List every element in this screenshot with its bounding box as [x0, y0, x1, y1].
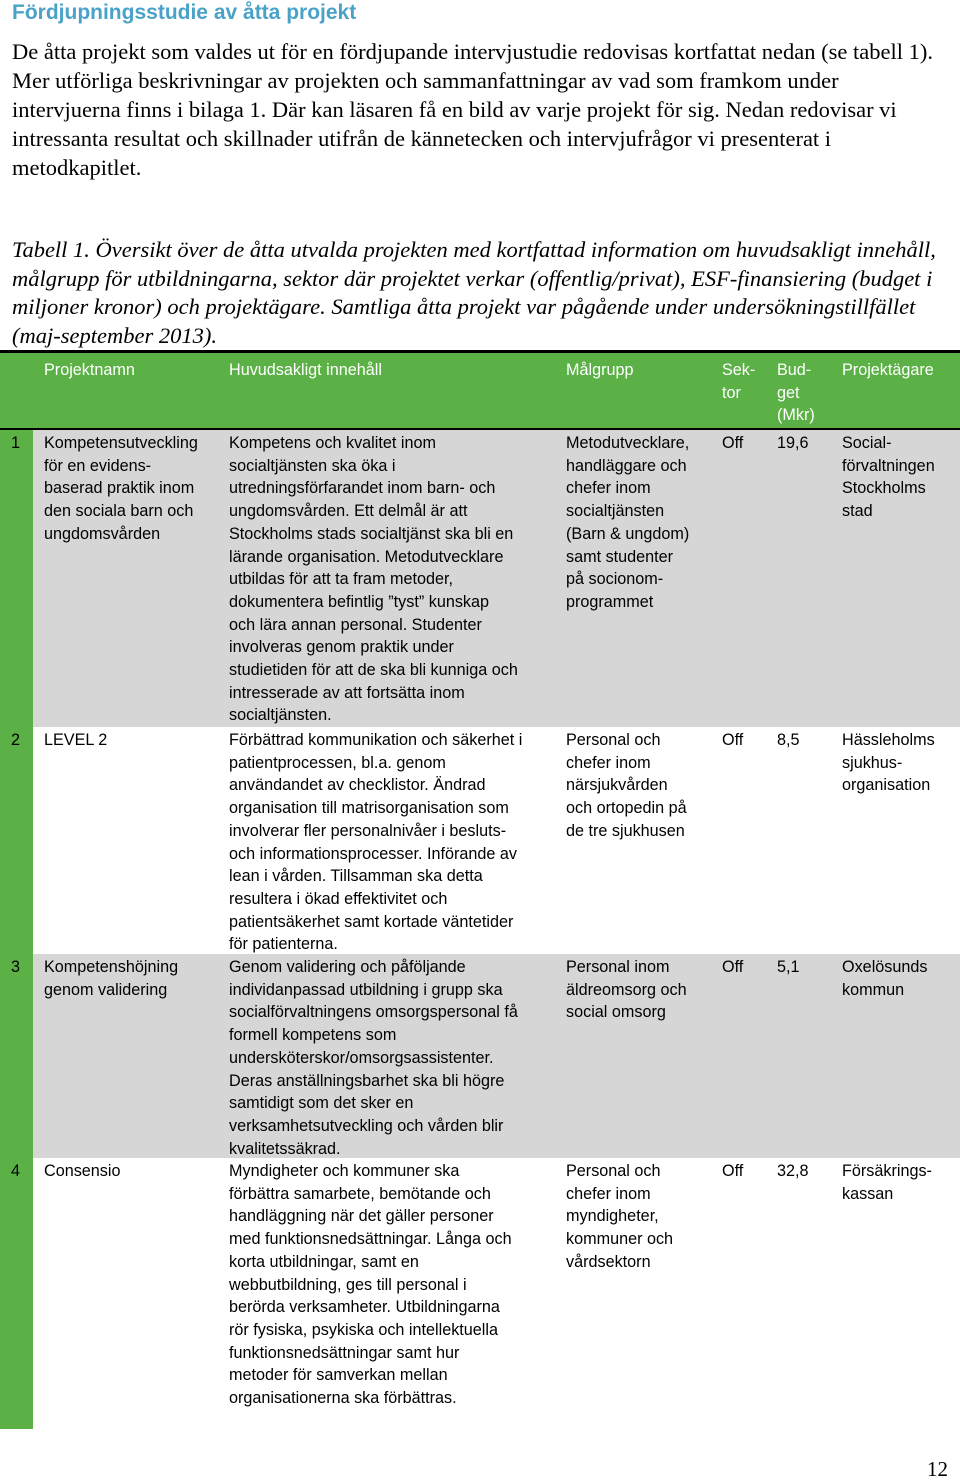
cell-malgrupp: Personal inom äldreomsorg och social omsorg [566, 958, 687, 1022]
cell-projektnamn: LEVEL 2 [44, 731, 108, 749]
table-caption: Tabell 1. Översikt över de åtta utvalda projekten med kortfattad information om huvudsakligt innehåll, målgrupp för utbildningarna, sektor där projektet verkar (offentlig/privat), ESF-finansiering (budget i miljoner kronor) och projektägare. Samtliga åtta projekt var pågående under undersökningstillfället (maj-september 2013). [12, 237, 936, 348]
cell-sektor: Off [722, 434, 744, 452]
cell-agare: Social- förvaltningen Stockholms stad [842, 434, 935, 521]
row-number: 2 [11, 731, 21, 749]
cell-innehall: Förbättrad kommunikation och säkerhet i patientprocessen, bl.a. genom användandet av checklistor. Ändrad organisation till matrisorganisation som involverar fler personalnivåer i besluts- och informationsprocesser. Införande av lean i vården. Tillsamman ska detta resultera i ökad effektivitet och patientsäkerhet samt kortade väntetider för patienterna. [229, 731, 523, 954]
row-number: 3 [11, 958, 21, 976]
cell-budget: 32,8 [777, 1162, 809, 1180]
cell-projektnamn: Consensio [44, 1162, 121, 1180]
cell-budget: 5,1 [777, 958, 800, 976]
cell-agare: Försäkrings- kassan [842, 1162, 932, 1203]
row-number: 1 [11, 434, 21, 452]
table-header-row [0, 353, 960, 428]
cell-malgrupp: Personal och chefer inom myndigheter, kommuner och vårdsektorn [566, 1162, 674, 1271]
projects-table [0, 350, 960, 1429]
header-malgrupp: Målgrupp [566, 361, 634, 379]
row-number: 4 [11, 1162, 21, 1180]
cell-sektor: Off [722, 958, 744, 976]
header-sektor: Sek- tor [722, 361, 756, 402]
cell-innehall: Myndigheter och kommuner ska förbättra samarbete, bemötande och handläggning när det gäller personer med funktionsnedsättningar. Långa och korta utbildningar, samt en webbutbildning, ges till personal i berörda verksamheter. Utbildningarna rör fysiska, psykiska och intellektuella funktionsnedsättningar samt hur metoder för samverkan mellan organisationerna ska förbättras. [229, 1162, 512, 1408]
cell-agare: Hässleholms sjukhus- organisation [842, 731, 935, 795]
section-heading: Fördjupningsstudie av åtta projekt [12, 1, 357, 24]
cell-innehall: Kompetens och kvalitet inom socialtjänsten ska öka i utredningsförfarandet inom barn- och ungdomsvården. Ett delmål är att Stockholms stads socialtjänst ska bli en lärande organisation. Metodutvecklare utbildas för att ta fram metoder, dokumentera befintlig ”tyst” kunskap och lära annan personal. Studenter involveras genom praktik under studietiden för att de ska bli kunniga och intresserade av att fortsätta inom socialtjänsten. [229, 434, 518, 725]
header-agare: Projektägare [842, 361, 934, 379]
cell-projektnamn: Kompetenshöjning genom validering [44, 958, 179, 999]
cell-sektor: Off [722, 731, 744, 749]
page-number: 12 [927, 1457, 948, 1481]
cell-budget: 8,5 [777, 731, 800, 749]
header-projektnamn: Projektnamn [44, 361, 135, 379]
header-budget: Bud- get (Mkr) [777, 361, 815, 425]
cell-malgrupp: Personal och chefer inom närsjukvården och ortopedin på de tre sjukhusen [566, 731, 687, 840]
row-number-band [0, 430, 33, 1429]
cell-agare: Oxelösunds kommun [842, 958, 928, 999]
cell-budget: 19,6 [777, 434, 809, 452]
intro-paragraph: De åtta projekt som valdes ut för en fördjupande intervjustudie redovisas kortfattat nedan (se tabell 1). Mer utförliga beskrivningar av projekten och sammanfattningar av vad som framkom under intervjuerna finns i bilaga 1. Där kan läsaren få en bild av varje projekt för sig. Nedan redovisar vi intressanta resultat och skillnader utifrån de kännetecken och intervjufrågor vi presenterat i metodkapitlet. [12, 39, 933, 180]
cell-sektor: Off [722, 1162, 744, 1180]
cell-projektnamn: Kompetensutveckling för en evidens- baserad praktik inom den sociala barn och ungdomsvården [44, 434, 198, 543]
header-innehall: Huvudsakligt innehåll [229, 361, 382, 379]
cell-innehall: Genom validering och påföljande individanpassad utbildning i grupp ska socialförvaltningens omsorgspersonal få formell kompetens som undersköterskor/omsorgsassistenter. Deras anställningsbarhet ska bli högre samtidigt som det sker en verksamhetsutveckling och vården blir kvalitetssäkrad. [229, 958, 518, 1158]
cell-malgrupp: Metodutvecklare, handläggare och chefer inom socialtjänsten (Barn & ungdom) samt studenter på socionom- programmet [566, 434, 690, 611]
